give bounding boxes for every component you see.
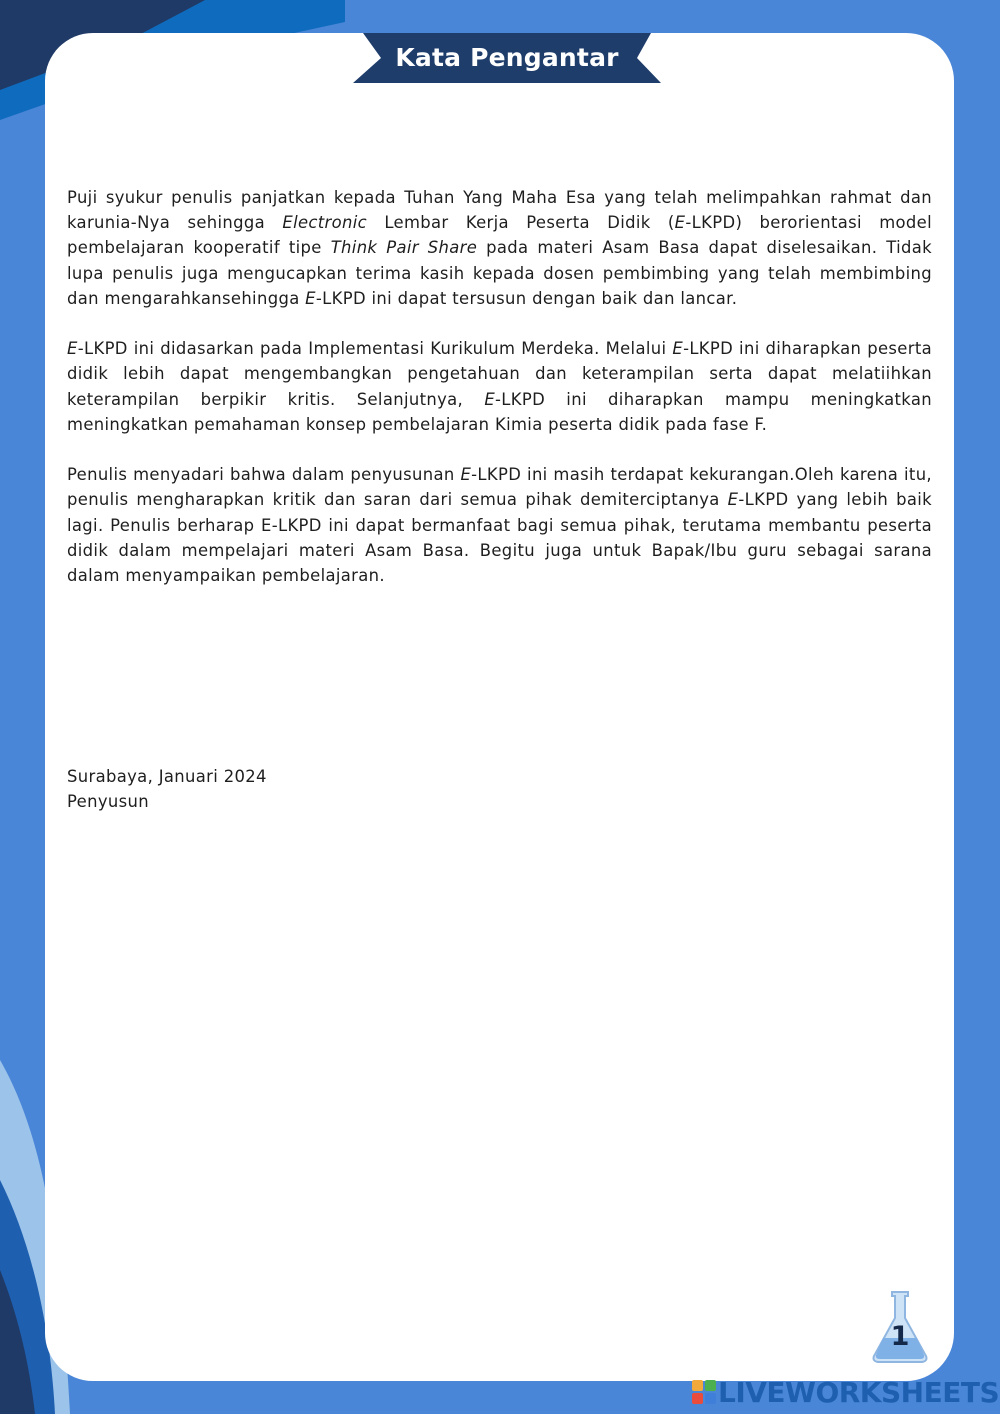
page-badge: [868, 1288, 932, 1364]
italic-text-run: E: [305, 288, 316, 308]
text-run: -LKPD ini masih terdapat kekurangan.Oleh karena itu, penulis mengharapkan kritik dan saran dari semua pihak demiterciptanya: [67, 465, 932, 510]
signature-block: [67, 764, 267, 814]
italic-text-run: E: [460, 465, 472, 485]
text-run: -LKPD ini dapat tersusun dengan baik dan lancar.: [315, 288, 738, 308]
page-title: Kata Pengantar: [395, 43, 619, 72]
paragraph-2: [67, 336, 932, 437]
italic-text-run: Think Pair Share: [330, 238, 478, 258]
italic-text-run: E: [727, 490, 739, 510]
italic-text-run: E: [674, 213, 686, 233]
italic-text-run: E: [672, 339, 684, 359]
signature-author: Penyusun: [67, 792, 149, 812]
title-ribbon: [353, 33, 661, 83]
signature-place-date: Surabaya, Januari 2024: [67, 767, 267, 786]
italic-text-run: E: [67, 339, 78, 359]
watermark-text: LIVEWORKSHEETS: [718, 1375, 1000, 1409]
italic-text-run: E: [484, 389, 496, 409]
liveworksheets-logo-icon: [692, 1380, 716, 1404]
text-run: -LKPD ini diharapkan mampu meningkatkan meningkatkan pemahaman konsep pembelajaran Kimia peserta didik pada fase F.: [67, 389, 932, 434]
document-body: [67, 185, 932, 613]
text-run: -LKPD ini diharapkan peserta didik lebih dapat mengembangkan pengetahuan dan keterampilan serta dapat melatiihkan keterampilan berpikir kritis. Selanjutnya,: [67, 339, 932, 409]
text-run: Lembar Kerja Peserta Didik (: [367, 213, 675, 233]
text-run: -LKPD) berorientasi model pembelajaran kooperatif tipe: [67, 213, 933, 258]
paragraph-3: [67, 462, 932, 588]
text-run: Penulis menyadari bahwa dalam penyusunan: [67, 465, 461, 485]
page-number: 1: [890, 1321, 910, 1352]
text-run: Puji syukur penulis panjatkan kepada Tuhan Yang Maha Esa yang telah melimpahkan rahmat dan karunia-Nya sehingga: [67, 188, 932, 233]
paragraph-1: [67, 185, 932, 311]
text-run: -LKPD yang lebih baik lagi. Penulis berharap E-LKPD ini dapat bermanfaat bagi semua pihak, terutama membantu peserta didik dalam mempelajari materi Asam Basa. Begitu juga untuk Bapak/Ibu guru sebagai sarana dalam menyampaikan pembelajaran.: [67, 490, 933, 586]
liveworksheets-watermark[interactable]: [692, 1374, 999, 1410]
italic-text-run: Electronic: [282, 213, 368, 233]
text-run: -LKPD ini didasarkan pada Implementasi Kurikulum Merdeka. Melalui: [77, 339, 673, 359]
text-run: pada materi Asam Basa dapat diselesaikan. Tidak lupa penulis juga mengucapkan terima kasih kepada dosen pembimbing yang telah membimbing dan mengarahkansehingga: [67, 238, 932, 308]
